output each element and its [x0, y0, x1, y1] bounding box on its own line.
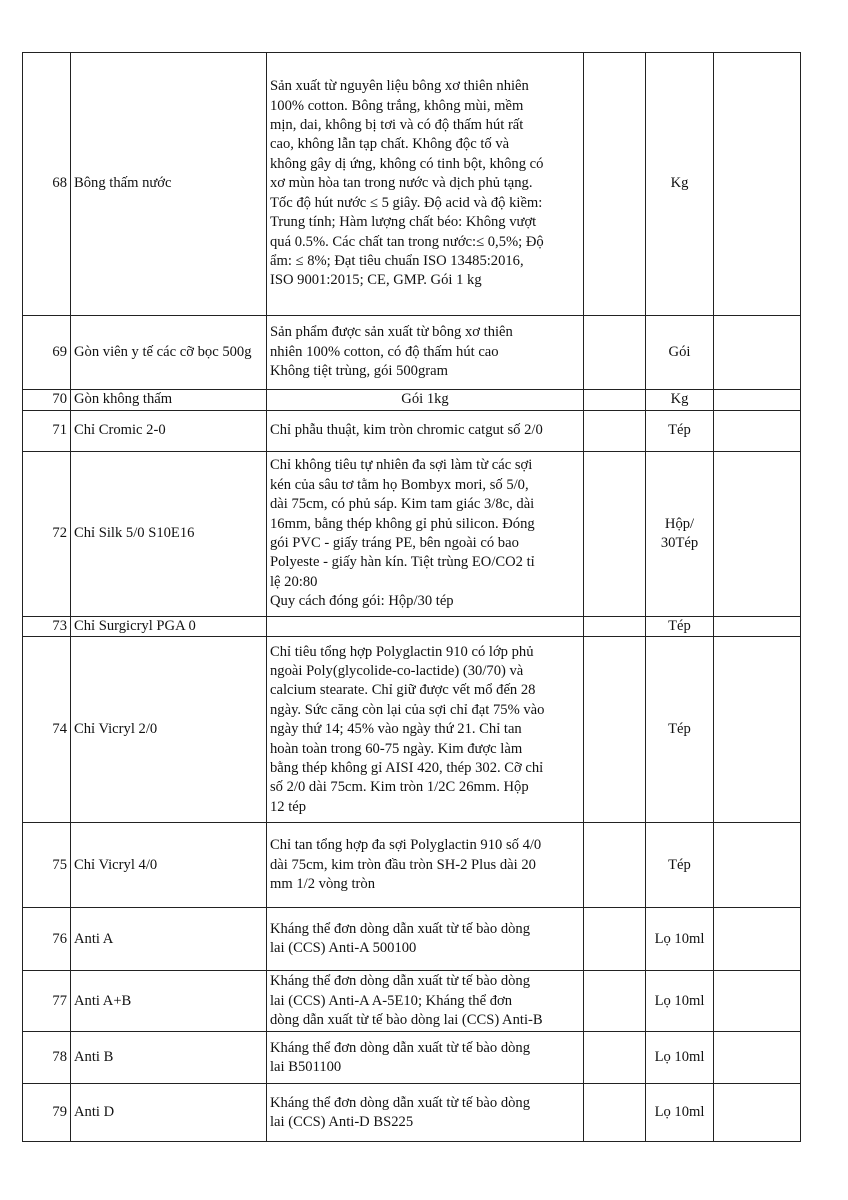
empty-cell: [714, 390, 801, 411]
empty-cell: [714, 53, 801, 316]
row-number: 71: [23, 411, 71, 452]
table-row: [23, 971, 801, 1032]
empty-cell: [584, 390, 646, 411]
item-description: Gói 1kg: [267, 390, 584, 411]
empty-cell: [584, 617, 646, 637]
empty-cell: [584, 53, 646, 316]
item-name: Chỉ Cromic 2-0: [71, 411, 267, 452]
item-name: Gòn không thấm: [71, 390, 267, 411]
item-description: Chỉ tiêu tổng hợp Polyglactin 910 có lớp phủ ngoài Poly(glycolide-co-lactide) (30/70) và calcium stearate. Chỉ giữ được vết mổ đến 28 ngày. Sức căng còn lại của sợi chỉ đạt 75% vào ngày thứ 14; 45% vào ngày thứ 21. Chỉ tan hoàn toàn trong 60-75 ngày. Kim được làm bằng thép không gỉ AISI 420, thép 302. Cỡ chỉ số 2/0 dài 75cm. Kim tròn 1/2C 26mm. Hộp 12 tép: [267, 637, 584, 823]
row-number: 72: [23, 452, 71, 617]
item-unit: Lọ 10ml: [646, 971, 714, 1032]
item-name: Chỉ Vicryl 2/0: [71, 637, 267, 823]
item-name: Chỉ Silk 5/0 S10E16: [71, 452, 267, 617]
item-name: Anti A: [71, 908, 267, 971]
item-unit: Hộp/ 30Tép: [646, 452, 714, 617]
table-row: [23, 452, 801, 617]
item-unit: Tép: [646, 411, 714, 452]
table-row: [23, 53, 801, 316]
empty-cell: [714, 452, 801, 617]
item-unit: Tép: [646, 823, 714, 908]
empty-cell: [714, 617, 801, 637]
empty-cell: [584, 823, 646, 908]
row-number: 68: [23, 53, 71, 316]
item-name: Chỉ Vicryl 4/0: [71, 823, 267, 908]
row-number: 78: [23, 1032, 71, 1084]
empty-cell: [714, 1032, 801, 1084]
table-row: [23, 316, 801, 390]
supplies-table: [22, 52, 801, 1142]
row-number: 73: [23, 617, 71, 637]
empty-cell: [584, 316, 646, 390]
item-unit: Lọ 10ml: [646, 1032, 714, 1084]
empty-cell: [584, 1084, 646, 1142]
empty-cell: [584, 971, 646, 1032]
item-description: [267, 617, 584, 637]
empty-cell: [714, 411, 801, 452]
item-description: Sản xuất từ nguyên liệu bông xơ thiên nhiên 100% cotton. Bông trắng, không mùi, mềm mịn, dai, không bị tơi và có độ thấm hút rất cao, không lẫn tạp chất. Không độc tố và không gây dị ứng, không có tinh bột, không có xơ mùn hòa tan trong nước và dịch phủ tạng. Tốc độ hút nước ≤ 5 giây. Độ acid và độ kiềm: Trung tính; Hàm lượng chất béo: Không vượt quá 0.5%. Các chất tan trong nước:≤ 0,5%; Độ ẩm: ≤ 8%; Đạt tiêu chuẩn ISO 13485:2016, ISO 9001:2015; CE, GMP. Gói 1 kg: [267, 53, 584, 316]
item-description: Kháng thể đơn dòng dẫn xuất từ tế bào dòng lai B501100: [267, 1032, 584, 1084]
item-name: Bông thấm nước: [71, 53, 267, 316]
row-number: 77: [23, 971, 71, 1032]
item-unit: Kg: [646, 390, 714, 411]
empty-cell: [584, 452, 646, 617]
table-row: [23, 637, 801, 823]
row-number: 70: [23, 390, 71, 411]
empty-cell: [714, 823, 801, 908]
item-description: Kháng thể đơn dòng dẫn xuất từ tế bào dòng lai (CCS) Anti-A 500100: [267, 908, 584, 971]
row-number: 75: [23, 823, 71, 908]
item-name: Gòn viên y tế các cỡ bọc 500g: [71, 316, 267, 390]
item-description: Chỉ không tiêu tự nhiên đa sợi làm từ các sợi kén của sâu tơ tằm họ Bombyx mori, số 5/0, dài 75cm, có phủ sáp. Kim tam giác 3/8c, dài 16mm, bằng thép không gỉ phủ silicon. Đóng gói PVC - giấy tráng PE, bên ngoài có bao Polyeste - giấy hàn kín. Tiệt trùng EO/CO2 tỉ lệ 20:80 Quy cách đóng gói: Hộp/30 tép: [267, 452, 584, 617]
empty-cell: [714, 637, 801, 823]
row-number: 79: [23, 1084, 71, 1142]
table-row: [23, 823, 801, 908]
table-row: [23, 1032, 801, 1084]
empty-cell: [584, 411, 646, 452]
row-number: 76: [23, 908, 71, 971]
table-row: [23, 617, 801, 637]
item-description: Chỉ tan tổng hợp đa sợi Polyglactin 910 số 4/0 dài 75cm, kim tròn đầu tròn SH-2 Plus dài 20 mm 1/2 vòng tròn: [267, 823, 584, 908]
item-name: Chỉ Surgicryl PGA 0: [71, 617, 267, 637]
item-name: Anti B: [71, 1032, 267, 1084]
empty-cell: [584, 1032, 646, 1084]
item-unit: Gói: [646, 316, 714, 390]
table-row: [23, 908, 801, 971]
empty-cell: [714, 316, 801, 390]
item-unit: Tép: [646, 617, 714, 637]
table-row: [23, 390, 801, 411]
empty-cell: [584, 637, 646, 823]
item-unit: Kg: [646, 53, 714, 316]
empty-cell: [714, 971, 801, 1032]
row-number: 74: [23, 637, 71, 823]
empty-cell: [714, 908, 801, 971]
item-description: Sản phẩm được sản xuất từ bông xơ thiên nhiên 100% cotton, có độ thấm hút cao Không tiệt trùng, gói 500gram: [267, 316, 584, 390]
row-number: 69: [23, 316, 71, 390]
item-unit: Tép: [646, 637, 714, 823]
item-name: Anti A+B: [71, 971, 267, 1032]
empty-cell: [584, 908, 646, 971]
item-unit: Lọ 10ml: [646, 1084, 714, 1142]
empty-cell: [714, 1084, 801, 1142]
table-row: [23, 411, 801, 452]
item-description: Chỉ phẫu thuật, kim tròn chromic catgut số 2/0: [267, 411, 584, 452]
item-description: Kháng thể đơn dòng dẫn xuất từ tế bào dòng lai (CCS) Anti-D BS225: [267, 1084, 584, 1142]
item-unit: Lọ 10ml: [646, 908, 714, 971]
table-row: [23, 1084, 801, 1142]
item-description: Kháng thể đơn dòng dẫn xuất từ tế bào dòng lai (CCS) Anti-A A-5E10; Kháng thể đơn dòng dẫn xuất từ tế bào dòng lai (CCS) Anti-B: [267, 971, 584, 1032]
item-name: Anti D: [71, 1084, 267, 1142]
